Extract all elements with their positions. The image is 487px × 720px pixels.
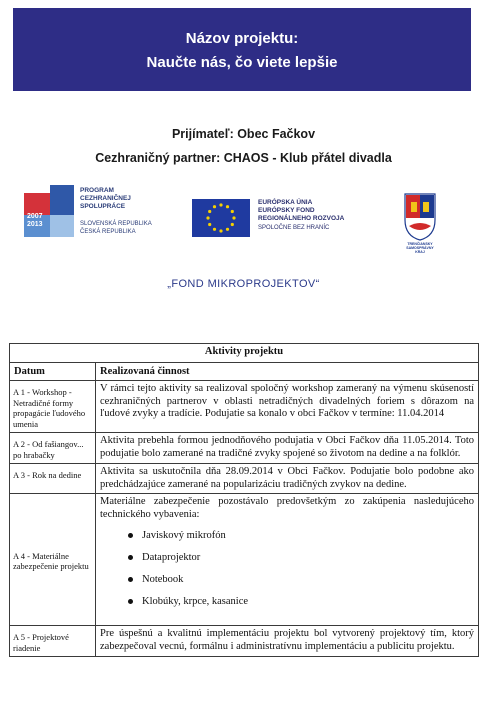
project-name: Naučte nás, čo viete lepšie (146, 54, 338, 71)
activity-label: A 1 - Workshop - Netradičné formy propagácie ľudového umenia (10, 381, 96, 433)
eu-flag-icon (192, 199, 250, 237)
project-title-banner (13, 8, 471, 91)
program-logo-countries: SLOVENSKÁ REPUBLIKA ČESKÁ REPUBLIKA (80, 221, 152, 235)
program-logo-text: PROGRAM CEZHRANIČNEJ SPOLUPRÁCE (80, 187, 131, 210)
activity-description: Pre úspešnú a kvalitnú implementáciu projektu bol vytvorený projektový tím, ktorý zabezpečoval vecnú, formálnu i administratívnu implementáciu a publicitu projektu. (96, 626, 479, 657)
activity-description: Aktivita sa uskutočnila dňa 28.09.2014 v Obci Fačkov. Podujatie bolo podobne ako predchádzajúce zamerané na popularizáciu tradičných zvykov na dedine. (96, 464, 479, 494)
program-years: 2007 2013 (27, 213, 43, 228)
program-logo-icon (24, 185, 74, 237)
eu-logo-text: EURÓPSKA ÚNIA EURÓPSKY FOND REGIONÁLNEHO ROZVOJA (258, 199, 345, 222)
region-crest-logo (395, 190, 445, 262)
column-header-activity: Realizovaná činnost (96, 363, 479, 381)
table-row (10, 464, 479, 494)
list-item: Dataprojektor (128, 551, 474, 573)
equipment-list (128, 529, 474, 617)
activity-label: A 5 - Projektové riadenie (10, 626, 96, 657)
list-item: Notebook (128, 573, 474, 595)
list-item: Javiskový mikrofón (128, 529, 474, 551)
cross-border-program-logo (24, 185, 184, 247)
activity-description: Aktivita prebehla formou jednodňového podujatia v Obci Fačkov dňa 11.05.2014. Toto podujatie bolo zamerané na tradičné zvyky spojené so životom na dedine a na folklór. (96, 433, 479, 464)
table-row (10, 433, 479, 464)
table-row (10, 381, 479, 433)
project-title-label: Názov projektu: (185, 30, 299, 47)
fund-name: „FOND MIKROPROJEKTOV“ (167, 278, 320, 290)
list-item: Klobúky, krpce, kasanice (128, 595, 474, 617)
column-header-date: Datum (10, 363, 96, 381)
partner-line: Cezhraničný partner: CHAOS - Klub přátel divadla (95, 151, 392, 165)
activity-description: V rámci tejto aktivity sa realizoval spoločný workshop zameraný na výmenu skúseností cezhraničných partnerov v oblasti netradičných divadelných foriem s dôrazom na ľudové zvyky a tradície. Podujatie sa konalo v obci Fačkov v termíne: 11.04.2014 (96, 381, 479, 433)
table-title: Aktivity projektu (10, 344, 479, 363)
activities-table (9, 343, 479, 657)
activity-label: A 2 - Od fašiangov... po hrabačky (10, 433, 96, 464)
eu-motto: SPOLOČNE BEZ HRANÍC (258, 225, 330, 231)
activity-label: A 3 - Rok na dedine (10, 464, 96, 494)
table-row (10, 494, 479, 626)
crest-caption: TRENČIANSKY SAMOSPRÁVNY KRAJ (406, 242, 434, 254)
activity-description (96, 494, 479, 626)
recipient-line: Prijímateľ: Obec Fačkov (171, 127, 316, 141)
activity-label: A 4 - Materiálne zabezpečenie projektu (10, 494, 96, 626)
coat-of-arms-icon (395, 190, 445, 242)
eu-fund-logo (192, 195, 372, 245)
table-row (10, 626, 479, 657)
equipment-intro: Materiálne zabezpečenie pozostávalo predovšetkým zo zakúpenia nasledujúceho technického vybavenia: (100, 496, 474, 520)
